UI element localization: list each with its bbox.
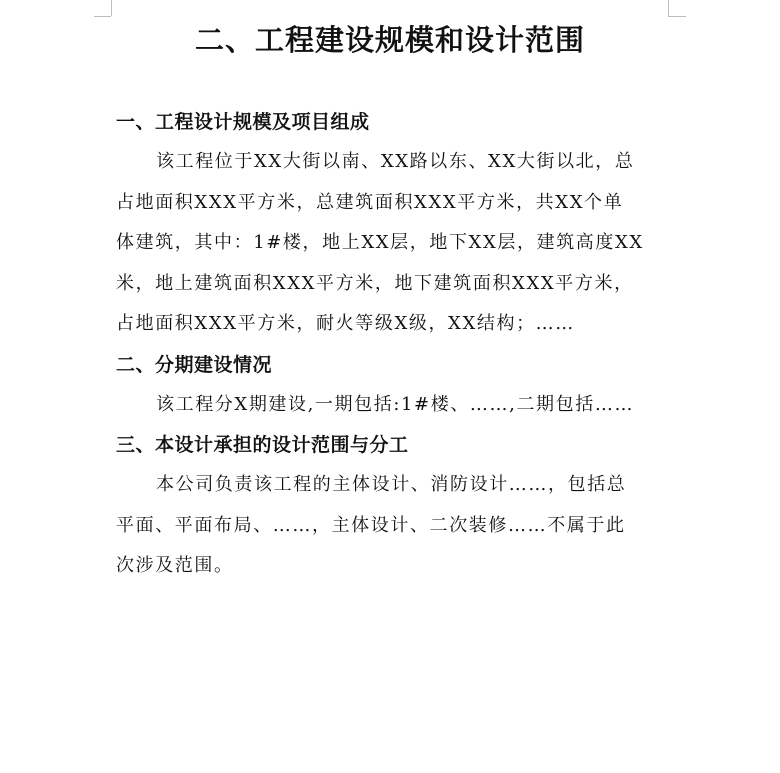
paragraph-line: 该工程位于XX大街以南、XX路以东、XX大街以北，总 [156, 151, 635, 172]
paragraph-line: 米，地上建筑面积XXX平方米，地下建筑面积XXX平方米， [116, 272, 634, 294]
section-heading: 二、分期建设情况 [116, 353, 273, 376]
paragraph-line: 体建筑，其中：1#楼，地上XX层，地下XX层，建筑高度XX [116, 232, 644, 253]
crop-mark-top-left-horizontal [94, 16, 111, 17]
section-paragraph [116, 142, 670, 345]
section-heading: 一、工程设计规模及项目组成 [116, 111, 370, 133]
section-heading: 三、本设计承担的设计范围与分工 [116, 434, 409, 456]
paragraph-line: 次涉及范围。 [116, 555, 234, 576]
crop-mark-top-right-horizontal [668, 16, 686, 17]
paragraph-line: 占地面积XXX平方米，耐火等级X级，XX结构；…… [116, 313, 575, 334]
paragraph-line: 平面、平面布局、……，主体设计、二次装修……不属于此 [116, 514, 626, 536]
crop-mark-top-left-vertical [111, 0, 112, 16]
document-body [116, 102, 670, 587]
paragraph-line: 该工程分X期建设,一期包括:1#楼、……,二期包括…… [156, 393, 635, 415]
paragraph-line: 本公司负责该工程的主体设计、消防设计……，包括总 [156, 474, 627, 495]
section-paragraph [116, 385, 670, 426]
page-title: 二、工程建设规模和设计范围 [194, 23, 585, 57]
paragraph-line: 占地面积XXX平方米，总建筑面积XXX平方米，共XX个单 [116, 191, 624, 213]
crop-mark-top-right-vertical [668, 0, 669, 16]
section-paragraph [116, 465, 670, 587]
